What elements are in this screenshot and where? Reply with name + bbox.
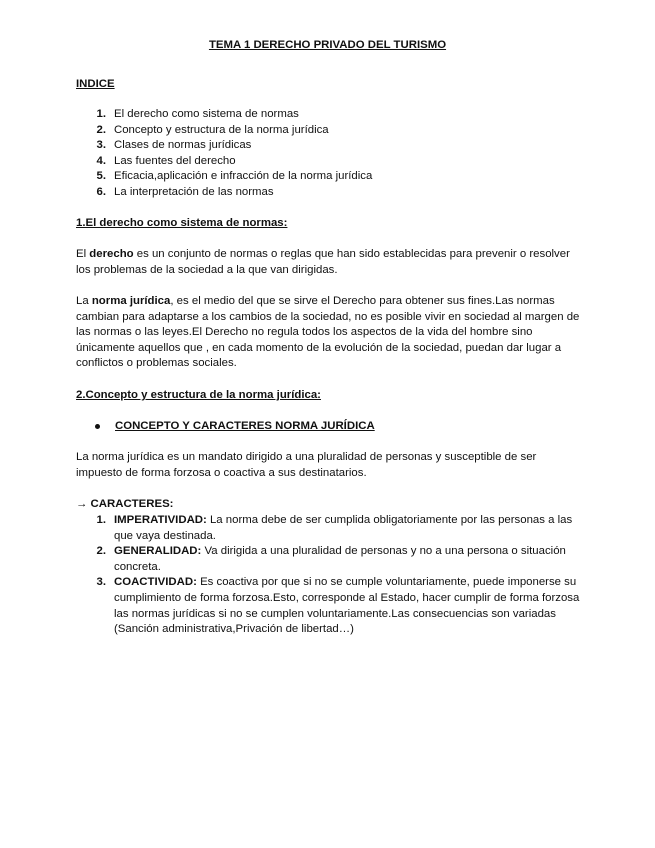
text-run: La: [76, 295, 92, 307]
list-item: [76, 154, 586, 170]
section2-heading: 2.Concepto y estructura de la norma jurídica:: [76, 389, 321, 401]
list-number: 6.: [96, 185, 106, 198]
caracter-term: COACTIVIDAD:: [114, 576, 197, 589]
section2-bullet-heading: CONCEPTO Y CARACTERES NORMA JURÍDICA: [115, 420, 375, 432]
list-text: Eficacia,aplicación e infracción de la norma jurídica: [114, 170, 373, 183]
list-number: 3.: [96, 576, 106, 589]
list-text: Concepto y estructura de la norma jurídica: [114, 123, 329, 136]
document-title: TEMA 1 DERECHO PRIVADO DEL TURISMO: [208, 39, 447, 51]
list-text: Las fuentes del derecho: [114, 154, 236, 167]
caracter-text: La norma debe de ser cumplida obligatoriamente por las personas a las que vaya destinada.: [114, 514, 573, 542]
list-item: [76, 544, 586, 575]
caracteres-heading: → CARACTERES:: [76, 498, 174, 510]
definition-paragraph: La norma jurídica es un mandato dirigido a una pluralidad de personas y susceptible de ser impuesto de forma forzosa o coactiva a sus destinatarios.: [76, 451, 537, 479]
list-number: 4.: [96, 154, 106, 167]
caracter-text: Va dirigida a una pluralidad de personas y no a una persona o situación concreta.: [114, 545, 566, 573]
index-list: [76, 107, 586, 201]
list-number: 2.: [96, 545, 106, 558]
caracter-term: IMPERATIVIDAD:: [114, 514, 207, 526]
bold-term: norma jurídica: [91, 295, 171, 307]
section1-heading: 1.El derecho como sistema de normas:: [76, 217, 288, 229]
list-text: Clases de normas jurídicas: [114, 139, 252, 152]
section1-paragraph-2: [76, 294, 581, 372]
list-number: 2.: [96, 123, 106, 136]
index-heading: INDICE: [76, 78, 115, 90]
text-run: , es el medio del que se sirve el Derecho para obtener sus fines.Las normas cambian para adaptarse a los cambios de la sociedad, no es posible vivir en sociedad al margen de las normas o las leyes.El Derecho no regula todos los aspectos de la vida del hombre sino únicamente aquellos que , en cada momento de la evolución de la sociedad, puedan dar lugar a conflictos o problemas sociales.: [76, 295, 580, 370]
caracteres-list: [76, 513, 586, 638]
list-text: El derecho como sistema de normas: [114, 108, 299, 120]
list-item: [76, 185, 586, 201]
list-number: 3.: [96, 139, 106, 152]
list-item: [76, 513, 586, 544]
list-number: 5.: [96, 170, 106, 183]
bullet-icon: [95, 424, 100, 429]
list-item: [76, 138, 586, 154]
section1-paragraph-1: [76, 247, 581, 278]
list-item: [76, 169, 586, 185]
text-run: es un conjunto de normas o reglas que han sido establecidas para prevenir o resolver los problemas de la sociedad a la que van dirigidas.: [76, 248, 570, 276]
caracter-term: GENERALIDAD:: [114, 545, 202, 558]
list-number: 1.: [96, 108, 106, 120]
bold-term: derecho: [89, 248, 134, 260]
list-text: La interpretación de las normas: [114, 185, 274, 198]
caracter-text: Es coactiva por que si no se cumple voluntariamente, puede imponerse su cumplimiento de forma forzosa.Esto, corresponde al Estado, hacer cumplir de forma forzosa las normas jurídicas si no se cumplen voluntariamente.Las consecuencias son variadas (Sanción administrativa,Privación de libertad…): [114, 576, 580, 636]
text-run: El: [76, 248, 90, 260]
list-item: [76, 575, 586, 637]
list-item: [76, 107, 586, 123]
list-number: 1.: [96, 514, 106, 526]
list-item: [76, 123, 586, 139]
